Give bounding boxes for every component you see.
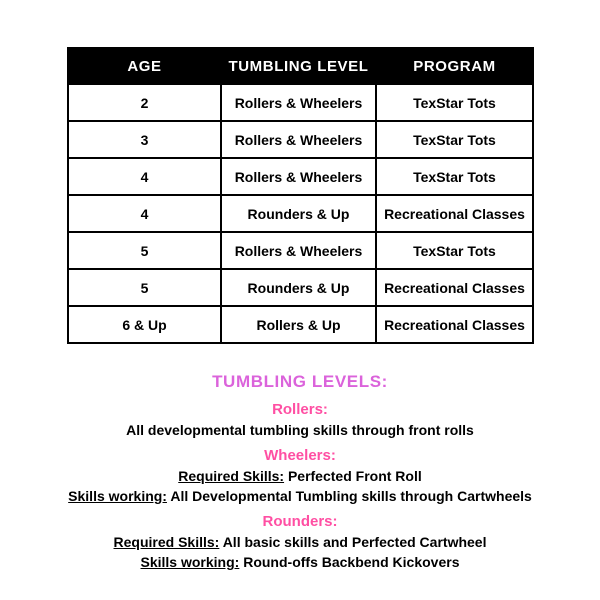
- cell-program: TexStar Tots: [376, 232, 533, 269]
- wheelers-required-skills-text: Perfected Front Roll: [284, 468, 422, 484]
- rollers-description-text: All developmental tumbling skills through front rolls: [126, 422, 474, 438]
- cell-tumbling-level: Rollers & Wheelers: [221, 121, 376, 158]
- tumbling-levels-title: TUMBLING LEVELS:: [212, 372, 388, 391]
- cell-program: TexStar Tots: [376, 84, 533, 121]
- cell-tumbling-level: Rollers & Wheelers: [221, 158, 376, 195]
- rounders-skills-working-label: Skills working:: [140, 554, 240, 570]
- wheelers-required-skills-line: [0, 468, 600, 484]
- cell-program: Recreational Classes: [376, 306, 533, 343]
- age-program-table: [67, 47, 534, 344]
- cell-age: 2: [68, 84, 221, 121]
- wheelers-skills-working-line: [0, 488, 600, 504]
- cell-tumbling-level: Rounders & Up: [221, 269, 376, 306]
- rounders-skills-working-text: Round-offs Backbend Kickovers: [239, 554, 460, 570]
- cell-program: Recreational Classes: [376, 195, 533, 232]
- tumbling-levels-section: [0, 372, 600, 574]
- table-row: [68, 269, 533, 306]
- section-rollers-heading: Rollers:: [272, 401, 328, 418]
- cell-tumbling-level: Rounders & Up: [221, 195, 376, 232]
- table-row: [68, 195, 533, 232]
- rounders-required-skills-text: All basic skills and Perfected Cartwheel: [219, 534, 487, 550]
- table-row: [68, 232, 533, 269]
- age-program-table-wrap: [67, 47, 534, 344]
- cell-age: 4: [68, 195, 221, 232]
- table-row: [68, 306, 533, 343]
- cell-age: 6 & Up: [68, 306, 221, 343]
- section-wheelers-heading: Wheelers:: [264, 447, 336, 464]
- rounders-skills-working-line: [0, 554, 600, 570]
- table-row: [68, 121, 533, 158]
- header-program: PROGRAM: [376, 48, 533, 84]
- table-header-row: [68, 48, 533, 84]
- cell-tumbling-level: Rollers & Up: [221, 306, 376, 343]
- wheelers-skills-working-text: All Developmental Tumbling skills through Cartwheels: [166, 488, 532, 504]
- cell-age: 5: [68, 269, 221, 306]
- cell-tumbling-level: Rollers & Wheelers: [221, 232, 376, 269]
- cell-age: 3: [68, 121, 221, 158]
- cell-program: TexStar Tots: [376, 121, 533, 158]
- table-row: [68, 158, 533, 195]
- cell-tumbling-level: Rollers & Wheelers: [221, 84, 376, 121]
- cell-age: 4: [68, 158, 221, 195]
- table-row: [68, 84, 533, 121]
- rollers-description-line: [0, 422, 600, 438]
- header-tumbling-level: TUMBLING LEVEL: [221, 48, 376, 84]
- cell-program: TexStar Tots: [376, 158, 533, 195]
- rounders-required-skills-label: Required Skills:: [113, 534, 220, 550]
- cell-age: 5: [68, 232, 221, 269]
- wheelers-skills-working-label: Skills working:: [68, 488, 167, 504]
- section-rounders-heading: Rounders:: [262, 513, 338, 530]
- header-age: AGE: [68, 48, 221, 84]
- rounders-required-skills-line: [0, 534, 600, 550]
- cell-program: Recreational Classes: [376, 269, 533, 306]
- wheelers-required-skills-label: Required Skills:: [178, 468, 285, 484]
